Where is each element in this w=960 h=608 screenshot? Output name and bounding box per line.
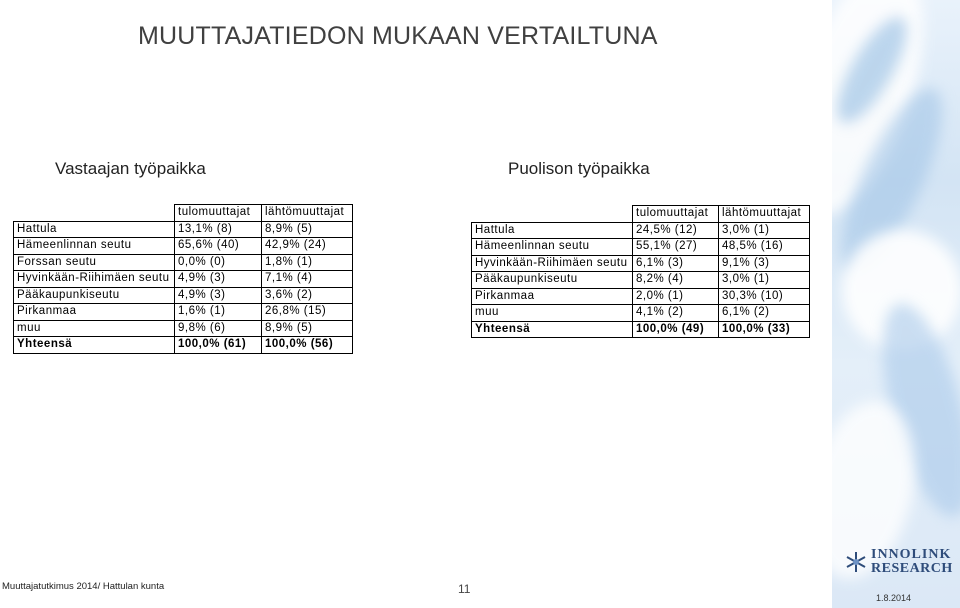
tulomuuttajat-value: 55,1% (27) bbox=[633, 239, 719, 256]
tulomuuttajat-value: 4,9% (3) bbox=[175, 271, 262, 288]
table-row bbox=[472, 305, 810, 322]
lahtomuuttajat-value: 26,8% (15) bbox=[262, 304, 353, 321]
logo-line-2: RESEARCH bbox=[871, 561, 953, 576]
right-header-row bbox=[472, 206, 810, 223]
lahtomuuttajat-value: 30,3% (10) bbox=[719, 288, 810, 305]
tulomuuttajat-value: 4,9% (3) bbox=[175, 287, 262, 304]
lahtomuuttajat-value: 1,8% (1) bbox=[262, 254, 353, 271]
tulomuuttajat-value: 24,5% (12) bbox=[633, 222, 719, 239]
right-section-heading: Puolison työpaikka bbox=[508, 159, 650, 178]
column-header: tulomuuttajat bbox=[175, 205, 262, 222]
table-row bbox=[14, 221, 353, 238]
row-label: Pirkanmaa bbox=[14, 304, 175, 321]
row-label: Pääkaupunkiseutu bbox=[472, 272, 633, 289]
tulomuuttajat-value: 13,1% (8) bbox=[175, 221, 262, 238]
total-row bbox=[472, 321, 810, 338]
lahtomuuttajat-value: 8,9% (5) bbox=[262, 320, 353, 337]
innolink-logo bbox=[845, 548, 953, 576]
table-row bbox=[472, 288, 810, 305]
page-number: 11 bbox=[458, 582, 471, 596]
total-tulomuuttajat: 100,0% (61) bbox=[175, 337, 262, 354]
lahtomuuttajat-value: 42,9% (24) bbox=[262, 238, 353, 255]
lahtomuuttajat-value: 7,1% (4) bbox=[262, 271, 353, 288]
lahtomuuttajat-value: 6,1% (2) bbox=[719, 305, 810, 322]
row-label: Hämeenlinnan seutu bbox=[472, 239, 633, 256]
table-row bbox=[14, 238, 353, 255]
total-row bbox=[14, 337, 353, 354]
row-label: Forssan seutu bbox=[14, 254, 175, 271]
row-label: Hyvinkään-Riihimäen seutu bbox=[14, 271, 175, 288]
column-header: lähtömuuttajat bbox=[719, 206, 810, 223]
tulomuuttajat-value: 6,1% (3) bbox=[633, 255, 719, 272]
footer-date: 1.8.2014 bbox=[876, 593, 912, 603]
right-comparison-table bbox=[471, 205, 810, 338]
row-label: Hämeenlinnan seutu bbox=[14, 238, 175, 255]
tulomuuttajat-value: 1,6% (1) bbox=[175, 304, 262, 321]
row-label: Pääkaupunkiseutu bbox=[14, 287, 175, 304]
footer-source-text: Muuttajatutkimus 2014/ Hattulan kunta bbox=[2, 581, 165, 592]
table-row bbox=[472, 272, 810, 289]
row-label: Hattula bbox=[14, 221, 175, 238]
tulomuuttajat-value: 65,6% (40) bbox=[175, 238, 262, 255]
logo-line-1: INNOLINK bbox=[871, 547, 952, 562]
lahtomuuttajat-value: 3,0% (1) bbox=[719, 272, 810, 289]
column-header: lähtömuuttajat bbox=[262, 205, 353, 222]
total-lahtomuuttajat: 100,0% (56) bbox=[262, 337, 353, 354]
total-label: Yhteensä bbox=[472, 321, 633, 338]
lahtomuuttajat-value: 3,6% (2) bbox=[262, 287, 353, 304]
tulomuuttajat-value: 9,8% (6) bbox=[175, 320, 262, 337]
tulomuuttajat-value: 4,1% (2) bbox=[633, 305, 719, 322]
table-row bbox=[14, 304, 353, 321]
left-comparison-table bbox=[13, 204, 353, 354]
row-label: Hattula bbox=[472, 222, 633, 239]
lahtomuuttajat-value: 3,0% (1) bbox=[719, 222, 810, 239]
left-header-row bbox=[14, 205, 353, 222]
table-row bbox=[14, 287, 353, 304]
total-label: Yhteensä bbox=[14, 337, 175, 354]
table-row bbox=[14, 320, 353, 337]
table-row bbox=[14, 271, 353, 288]
page-title: MUUTTAJATIEDON MUKAAN VERTAILTUNA bbox=[138, 22, 658, 50]
row-label: muu bbox=[472, 305, 633, 322]
tulomuuttajat-value: 2,0% (1) bbox=[633, 288, 719, 305]
lahtomuuttajat-value: 8,9% (5) bbox=[262, 221, 353, 238]
header-blank-cell bbox=[14, 205, 175, 222]
total-tulomuuttajat: 100,0% (49) bbox=[633, 321, 719, 338]
table-row bbox=[472, 239, 810, 256]
row-label: muu bbox=[14, 320, 175, 337]
column-header: tulomuuttajat bbox=[633, 206, 719, 223]
table-row bbox=[14, 254, 353, 271]
left-section-heading: Vastaajan työpaikka bbox=[55, 159, 206, 178]
snowflake-logo-icon bbox=[845, 551, 867, 573]
total-lahtomuuttajat: 100,0% (33) bbox=[719, 321, 810, 338]
table-row bbox=[472, 222, 810, 239]
decorative-side-image bbox=[832, 0, 960, 608]
row-label: Pirkanmaa bbox=[472, 288, 633, 305]
lahtomuuttajat-value: 9,1% (3) bbox=[719, 255, 810, 272]
tulomuuttajat-value: 0,0% (0) bbox=[175, 254, 262, 271]
header-blank-cell bbox=[472, 206, 633, 223]
table-row bbox=[472, 255, 810, 272]
tulomuuttajat-value: 8,2% (4) bbox=[633, 272, 719, 289]
lahtomuuttajat-value: 48,5% (16) bbox=[719, 239, 810, 256]
row-label: Hyvinkään-Riihimäen seutu bbox=[472, 255, 633, 272]
